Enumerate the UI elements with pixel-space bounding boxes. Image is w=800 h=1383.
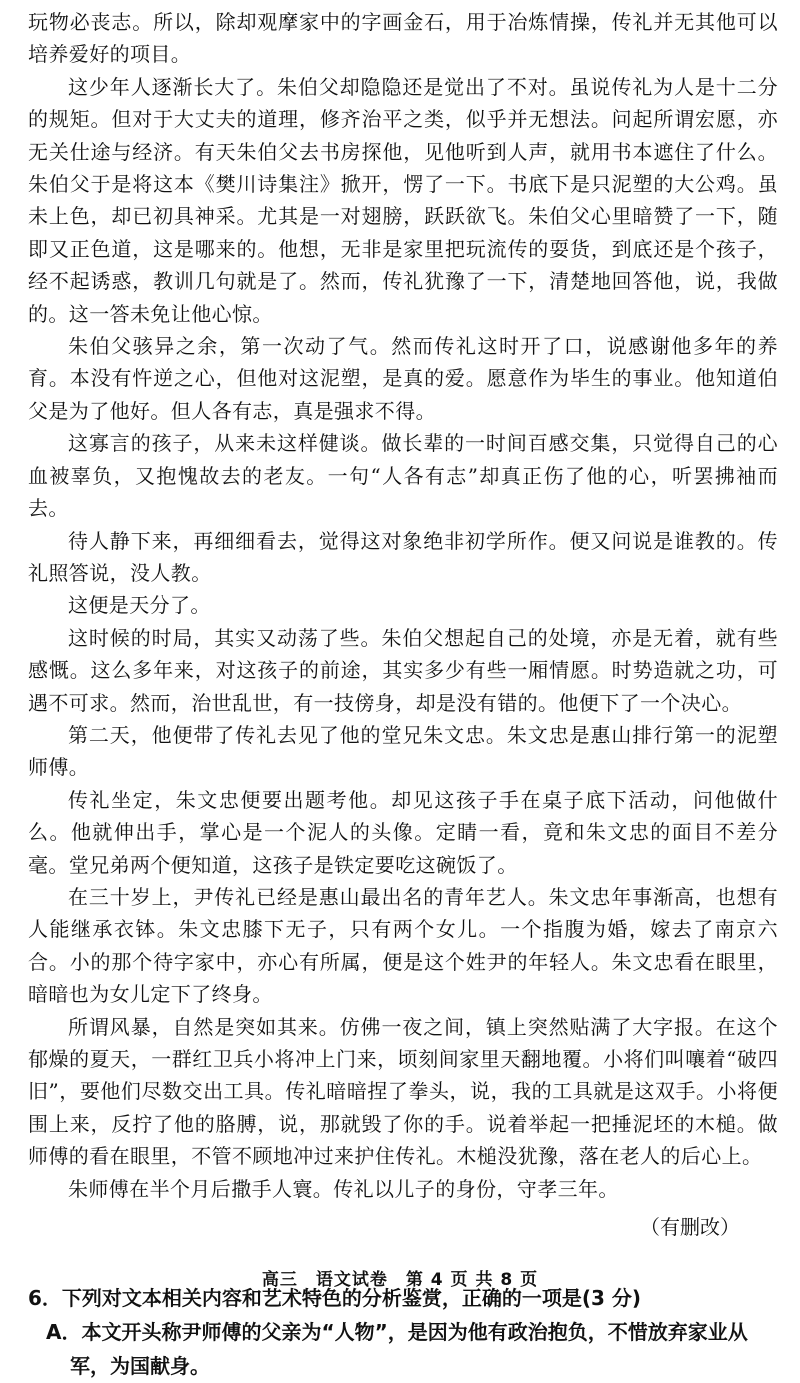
passage-paragraph-8: 第二天，他便带了传礼去见了他的堂兄朱文忠。朱文忠是惠山排行第一的泥塑师傅。 xyxy=(28,722,778,780)
passage-paragraph-5: 待人静下来，再细细看去，觉得这对象绝非初学所作。便又问说是谁教的。传礼照答说，没人教。 xyxy=(28,528,778,585)
passage-paragraph-12: 朱师傅在半个月后撒手人寰。传礼以儿子的身份，守孝三年。 xyxy=(68,1176,619,1201)
question-option-a: A．本文开头称尹师傅的父亲为“人物”，是因为他有政治抱负，不惜放弃家业从军，为国献身。 xyxy=(46,1320,748,1379)
passage-paragraph-11: 所谓风暴，自然是突如其来。仿佛一夜之间，镇上突然贴满了大字报。在这个郁燥的夏天，一群红卫兵小将冲上门来，顷刻间家里天翻地覆。小将们叫嚷着“破四旧”，要他们尽数交出工具。传礼暗暗捏了拳头，说，我的工具就是这双手。小将便围上来，反拧了他的胳膊，说，那就毁了你的手。说着举起一把捶泥坯的木槌。做师傅的看在眼里，不管不顾地冲过来护住传礼。木槌没犹豫，落在老人的后心上。 xyxy=(28,1014,778,1169)
passage-paragraph-2: 这少年人逐渐长大了。朱伯父却隐隐还是觉出了不对。虽说传礼为人是十二分的规矩。但对于大丈夫的道理，修齐治平之类，似乎并无想法。问起所谓宏愿，亦无关仕途与经济。有天朱伯父去书房探他，见他听到人声，就用书本遮住了什么。朱伯父于是将这本《樊川诗集注》掀开，愣了一下。书底下是只泥塑的大公鸡。虽未上色，却已初具神采。尤其是一对翅膀，跃跃欲飞。朱伯父心里暗赞了一下，随即又正色道，这是哪来的。他想，无非是家里把玩流传的耍货，到底还是个孩子，经不起诱惑，教训几句就是了。然而，传礼犹豫了一下，清楚地回答他，说，我做的。这一答未免让他心惊。 xyxy=(28,74,778,326)
edit-note: （有删改） xyxy=(640,1215,740,1240)
passage-paragraph-9: 传礼坐定，朱文忠便要出题考他。却见这孩子手在桌子底下活动，问他做什么。他就伸出手，掌心是一个泥人的头像。定睛一看，竟和朱文忠的面目不差分毫。堂兄弟两个便知道，这孩子是铁定要吃这碗饭了。 xyxy=(28,787,778,877)
passage-paragraph-6: 这便是天分了。 xyxy=(68,593,211,618)
reading-passage xyxy=(28,0,778,1243)
passage-paragraph-10: 在三十岁上，尹传礼已经是惠山最出名的青年艺人。朱文忠年事渐高，也想有人能继承衣钵。朱文忠膝下无子，只有两个女儿。一个指腹为婚，嫁去了南京六合。小的那个待字家中，亦心有所属，便是这个姓尹的年轻人。朱文忠看在眼里，暗暗也为女儿定下了终身。 xyxy=(28,884,778,1007)
passage-paragraph-7: 这时候的时局，其实又动荡了些。朱伯父想起自己的处境，亦是无着，就有些感慨。这么多年来，对这孩子的前途，其实多少有些一厢情愿。时势造就之功，可遇不可求。然而，治世乱世，有一技傍身，却是没有错的。他便下了一个决心。 xyxy=(28,625,778,715)
page-footer: 高三 语文试卷 第 4 页 共 8 页 xyxy=(261,1270,539,1290)
question-6 xyxy=(28,1281,778,1383)
passage-paragraph-3: 朱伯父骇异之余，第一次动了气。然而传礼这时开了口，说感谢他多年的养育。本没有忤逆之心，但他对这泥塑，是真的爱。愿意作为毕生的事业。他知道伯父是为了他好。但人各有志，真是强求不得。 xyxy=(28,334,778,423)
passage-paragraph-1: 玩物必丧志。所以，除却观摩家中的字画金石，用于冶炼情操，传礼并无其他可以培养爱好的项目。 xyxy=(28,10,778,67)
passage-paragraph-4: 这寡言的孩子，从来未这样健谈。做长辈的一时间百感交集，只觉得自己的心血被辜负，又抱愧故去的老友。一句“人各有志”却真正伤了他的心，听罢拂袖而去。 xyxy=(28,431,778,521)
question-stem: 6．下列对文本相关内容和艺术特色的分析鉴赏，正确的一项是(3 分) xyxy=(28,1286,642,1311)
